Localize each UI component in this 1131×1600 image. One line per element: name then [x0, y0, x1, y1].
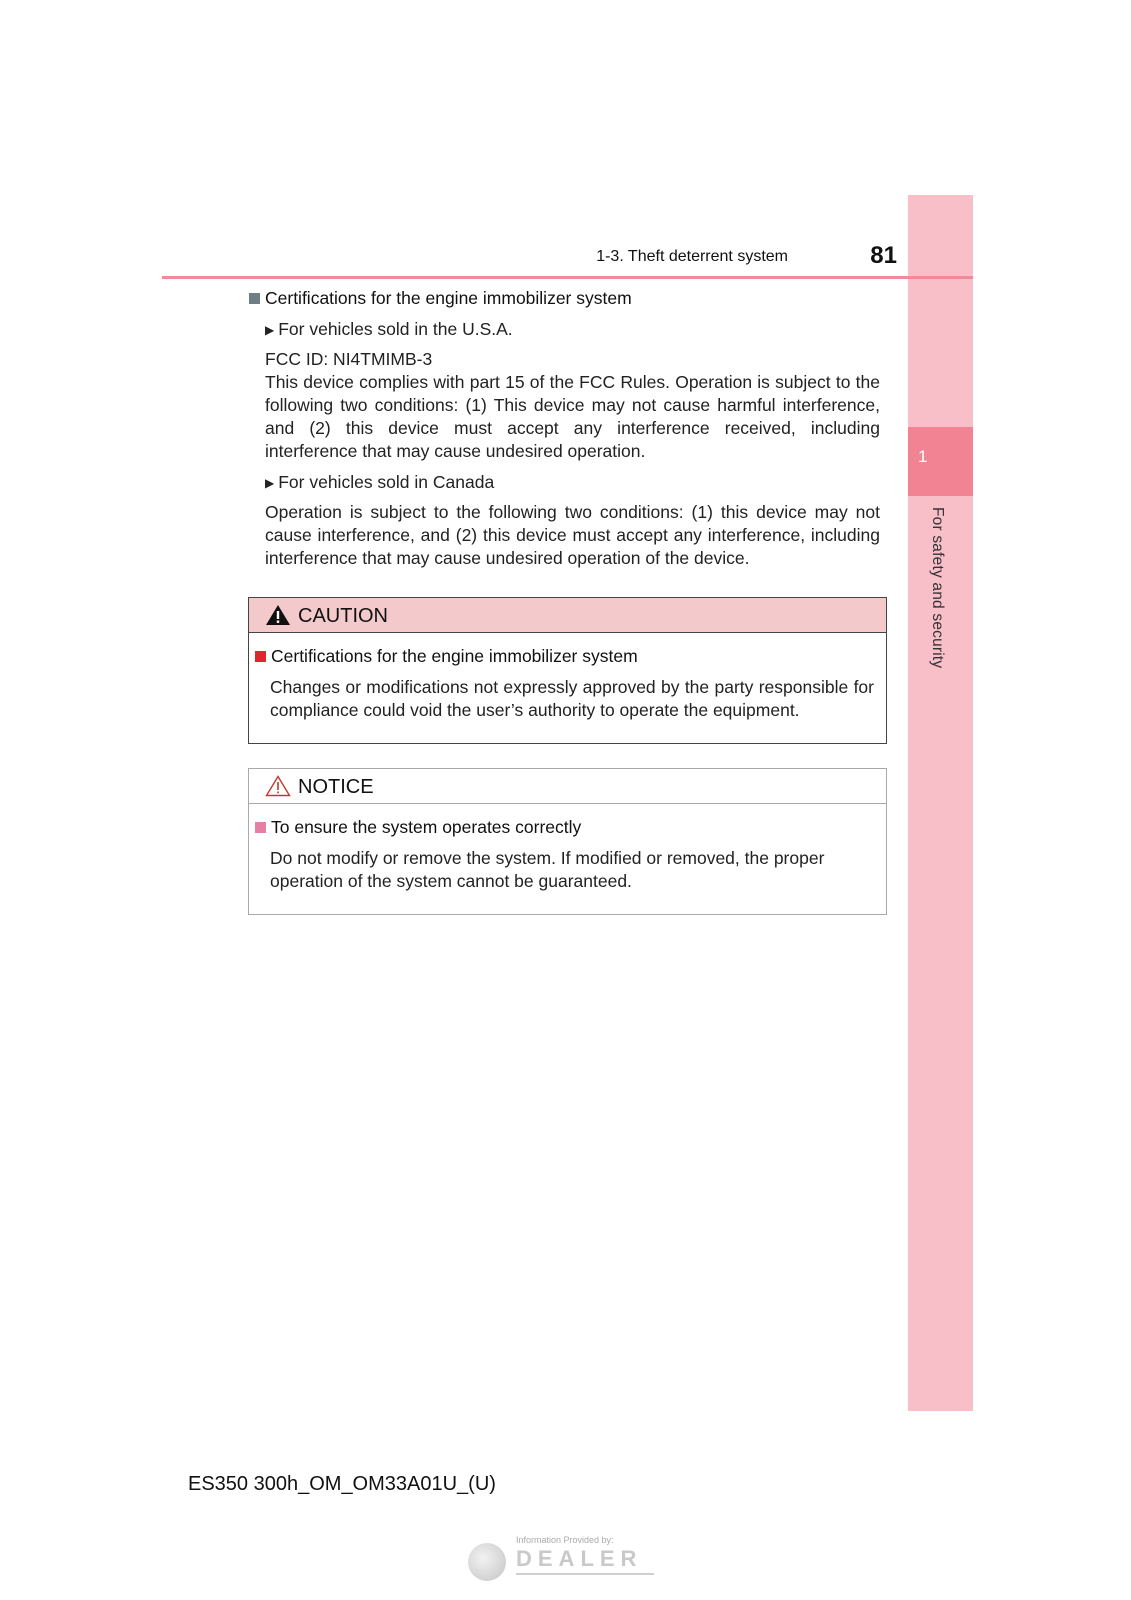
usa-heading-text: For vehicles sold in the U.S.A. — [278, 319, 513, 339]
fcc-id: FCC ID: NI4TMIMB-3 — [265, 349, 433, 369]
section-header: 1-3. Theft deterrent system — [596, 248, 788, 265]
chapter-label: For safety and security — [929, 507, 946, 669]
canada-heading-text: For vehicles sold in Canada — [278, 472, 495, 492]
chapter-number: 1 — [918, 447, 928, 466]
header-rule — [162, 276, 973, 279]
dealer-logo-icon — [468, 1543, 506, 1581]
notice-text: Do not modify or remove the system. If modified or removed, the proper operation of the system cannot be guaranteed. — [270, 848, 825, 891]
watermark-small-text: Information Provided by: — [516, 1535, 614, 1545]
notice-subtitle — [255, 817, 581, 838]
triangle-right-icon: ▶ — [265, 476, 275, 490]
section-title-text: Certifications for the engine immobilizer system — [265, 288, 632, 308]
section-title — [249, 288, 632, 309]
chapter-tab — [908, 427, 973, 496]
warning-triangle-filled-icon — [265, 604, 291, 626]
caution-subtitle-text: Certifications for the engine immobilizer system — [271, 646, 638, 666]
square-bullet-icon — [249, 293, 260, 304]
notice-label: NOTICE — [298, 776, 374, 798]
square-bullet-icon — [255, 651, 266, 662]
notice-header — [249, 769, 886, 804]
usa-text: This device complies with part 15 of the FCC Rules. Operation is subject to the following two conditions: (1) This device may not cause harmful interference, and (2) this device must accept any interference received, including interference that may cause undesired operation. — [265, 372, 880, 461]
notice-subtitle-text: To ensure the system operates correctly — [271, 817, 582, 837]
footer-code: ES350 300h_OM_OM33A01U_(U) — [188, 1473, 496, 1495]
canada-heading — [265, 471, 880, 495]
triangle-right-icon: ▶ — [265, 323, 275, 337]
side-tab — [908, 195, 973, 1411]
canada-text: Operation is subject to the following two conditions: (1) this device may not cause interference, and (2) this device must accept any interference, including interference that may cause undesired operation of the device. — [265, 502, 880, 568]
caution-text: Changes or modifications not expressly approved by the party responsible for compliance could void the user’s authority to operate the equipment. — [270, 677, 874, 720]
usa-heading — [265, 318, 880, 342]
dealer-watermark — [468, 1535, 658, 1585]
page-number: 81 — [870, 242, 897, 269]
caution-label: CAUTION — [298, 605, 388, 627]
warning-triangle-outline-icon — [265, 775, 291, 797]
caution-header — [249, 598, 886, 633]
watermark-rule — [516, 1573, 654, 1575]
caution-box — [248, 597, 887, 744]
caution-subtitle — [255, 646, 638, 667]
square-bullet-icon — [255, 822, 266, 833]
watermark-big-text: DEALER — [516, 1546, 643, 1571]
notice-box — [248, 768, 887, 915]
